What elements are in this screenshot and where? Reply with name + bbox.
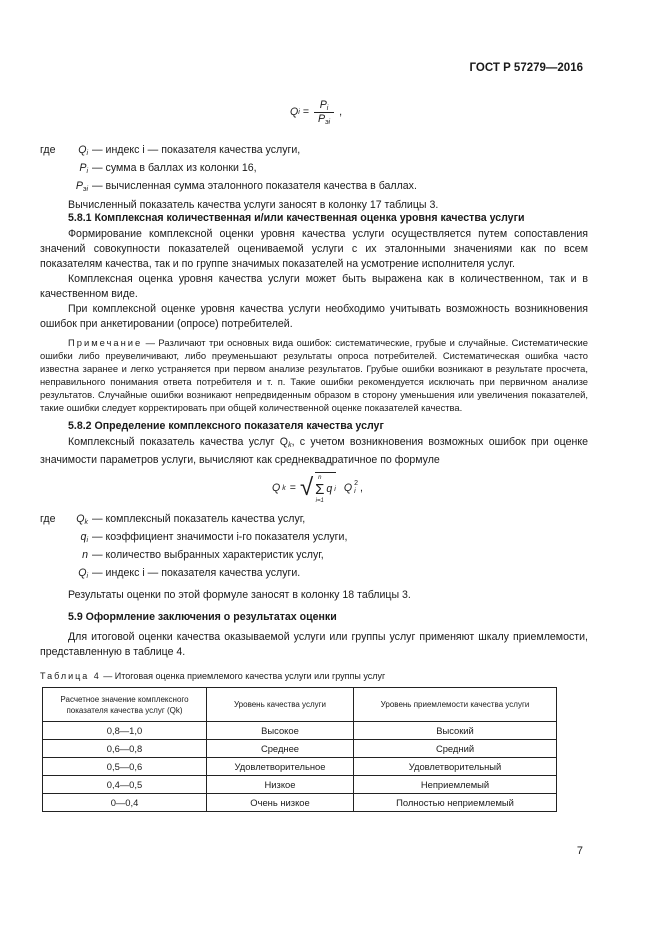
den-symbol: P (318, 112, 326, 125)
where-symbol-letter: Q (78, 144, 87, 156)
para-5-8-2-part1: Комплексный показатель качества услуг Q (68, 436, 289, 448)
table-row (43, 776, 557, 794)
radicand (315, 472, 336, 505)
fraction (312, 99, 336, 126)
note-label: Примечание (68, 337, 143, 348)
para-5-8-2-sub: k (288, 442, 292, 449)
formula2-Q: Q (343, 482, 353, 494)
para-5-8-1-2: Комплексная оценка уровня качества услуги может быть выражена как в количественном, так и в качественном виде. (40, 273, 588, 300)
page-number: 7 (576, 845, 583, 857)
table-cell: Низкое (207, 776, 354, 794)
where-symbol (79, 161, 88, 179)
table-cell: Среднее (207, 740, 354, 758)
formula2-Q-sup: 2 (354, 480, 359, 487)
where-symbol (81, 530, 88, 548)
where-description: — комплексный показатель качества услуг, (92, 513, 306, 525)
table-header-cell: Уровень приемлемости качества услуги (354, 688, 557, 722)
where-symbol (82, 548, 88, 566)
formula2-comma: , (360, 482, 363, 494)
formula2-q: q (326, 483, 333, 495)
table-row (43, 794, 557, 812)
table-row (43, 740, 557, 758)
para-5-8-2-part2: , с учетом возникновения возможных ошибок при оценке значимости параметров услуги, вычисляют как среднеквадратичное по формуле (40, 436, 589, 466)
table-cell: Высокое (207, 722, 354, 740)
table-cell: 0,6—0,8 (43, 740, 207, 758)
den-sub: эi (325, 118, 331, 126)
where-symbol-letter: Q (76, 513, 85, 525)
formula-qk (272, 470, 363, 506)
formula-lhs: Q (290, 106, 299, 118)
table-cell: Удовлетворительное (207, 758, 354, 776)
para-5-8-2 (40, 435, 588, 468)
note (40, 336, 588, 414)
para-5-8-1-1: Формирование комплексной оценки уровня качества услуги осуществляется путем сопоставления значений совокупности показателей оцениваемой услуги с их эталонными значениями как по всем показателям качества, так и по группе значимых показателей на усмотрение исполнителя услуг. (40, 228, 588, 270)
where-symbol-sub: i (86, 168, 88, 175)
num-symbol: P (319, 98, 327, 111)
where-symbol (78, 566, 88, 584)
formula2-lhs: Q (272, 482, 281, 494)
table-caption-text: — Итоговая оценка приемлемого качества услуги или группы услуг (100, 671, 386, 681)
where-description: — количество выбранных характеристик услуг, (92, 549, 324, 561)
table-cell: Удовлетворительный (354, 758, 557, 776)
where-symbol-sub: k (84, 519, 88, 526)
where-symbol-letter: P (79, 162, 87, 174)
sum-operator (315, 474, 324, 505)
formula2-q-sub: i (334, 485, 336, 493)
where-description: — индекс i — показателя качества услуги. (92, 567, 301, 579)
table-cell: Очень низкое (207, 794, 354, 812)
para-5-9: Для итоговой оценки качества оказываемой услуги или группы услуг применяют шкалу приемлемости, представленную в таблице 4. (40, 631, 588, 658)
where-description: — вычисленная сумма эталонного показателя качества в баллах. (92, 180, 417, 192)
document-code: ГОСТ Р 57279—2016 (469, 62, 583, 74)
where-description: — индекс i — показателя качества услуги, (92, 144, 301, 156)
section-5-8-1-body (40, 227, 588, 414)
where-label: где (40, 144, 56, 156)
note-text: — Различают три основных вида ошибок: систематические, грубые и случайные. Систематические ошибки либо преувеличивают, либо преуменьшают результаты опроса потребителей. Систематическая ошибка часто известна заранее и легко устраняется при первом анализе результатов. Грубые ошибки возникают в результате просчета, неправильного понимания ответа потребителя и т. п. Такие ошибки рекомендуется исключать при первичном анализе результатов. Случайные ошибки возникают непредвиденным образом в сторону уменьшения или увеличения показателей, такие ошибки следует корректировать при общей количественной оценке показателей качества. (40, 337, 588, 413)
section-title-5-8-1: 5.8.1 Комплексная количественная и/или качественная оценка уровня качества услуги (68, 212, 525, 224)
fraction-denominator (312, 113, 336, 126)
para-column-18: Результаты оценки по этой формуле заносят в колонку 18 таблицы 3. (68, 589, 411, 601)
where-symbol (76, 512, 88, 530)
table-header-row (43, 688, 557, 722)
table-cell: Неприемлемый (354, 776, 557, 794)
where-symbol-letter: Q (78, 567, 87, 579)
sum-lower-limit: i=1 (315, 497, 324, 504)
formula-qi (290, 95, 342, 129)
table-cell: Высокий (354, 722, 557, 740)
table-cell: 0,8—1,0 (43, 722, 207, 740)
table-cell: 0—0,4 (43, 794, 207, 812)
section-title-5-9: 5.9 Оформление заключения о результатах оценки (68, 611, 337, 623)
formula2-Q-scripts (354, 480, 358, 496)
num-sub: i (326, 104, 329, 112)
table-header-cell: Уровень качества услуги (207, 688, 354, 722)
formula2-Q-sub: i (354, 488, 356, 495)
table-cell: Полностью неприемлемый (354, 794, 557, 812)
where-symbol-letter: q (80, 531, 87, 543)
table-caption-label: Таблица 4 (40, 671, 101, 681)
where-symbol-sub: i (86, 573, 88, 580)
where-symbol-sub: эi (83, 186, 88, 193)
where-symbol-letter: n (82, 549, 88, 561)
where-symbol-letter: P (75, 180, 83, 192)
where-symbol-sub: i (86, 150, 88, 157)
formula2-equals: = (289, 482, 296, 494)
table-cell: 0,5—0,6 (43, 758, 207, 776)
table-caption (40, 671, 385, 681)
table-row (43, 758, 557, 776)
where-symbol (76, 179, 88, 197)
table-header-cell: Расчетное значение комплексного показателя качества услуг (Qk) (43, 688, 207, 722)
sigma-icon: Σ (315, 480, 325, 498)
where-symbol (78, 143, 88, 161)
section-title-5-8-2: 5.8.2 Определение комплексного показателя качества услуг (68, 420, 384, 432)
formula-lhs-sub: i (298, 108, 300, 116)
where-description: — коэффициент значимости i-го показателя услуги, (92, 531, 348, 543)
fraction-numerator (314, 99, 335, 113)
table-4 (42, 687, 557, 812)
equals-sign: = (302, 106, 309, 118)
para-5-8-1-3: При комплексной оценке уровня качества услуги необходимо учитывать возможность возникновения ошибок при анкетировании (опросе) потребителей. (40, 303, 588, 330)
comma: , (339, 106, 343, 118)
table-row (43, 722, 557, 740)
sqrt-icon: √ (299, 474, 314, 501)
table-cell: Средний (354, 740, 557, 758)
where-label-2: где (40, 513, 56, 525)
table-cell: 0,4—0,5 (43, 776, 207, 794)
formula2-lhs-sub: k (282, 484, 286, 492)
where-description: — сумма в баллах из колонки 16, (92, 162, 257, 174)
sum-upper-limit: n (318, 474, 322, 481)
para-column-17: Вычисленный показатель качества услуги заносят в колонку 17 таблицы 3. (68, 199, 439, 211)
where-symbol-sub: i (86, 537, 88, 544)
table-4-container (42, 687, 557, 812)
